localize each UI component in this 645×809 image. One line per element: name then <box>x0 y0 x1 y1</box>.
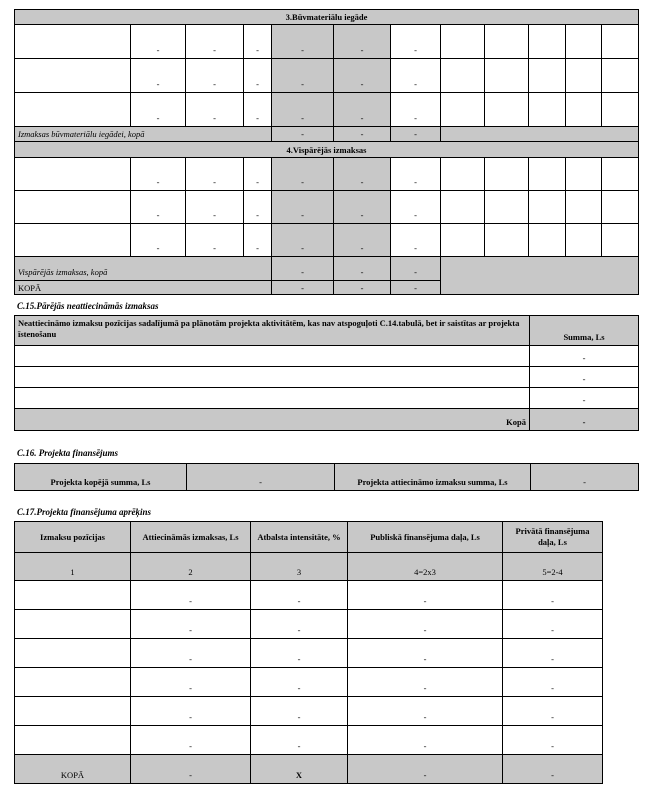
empty-cell <box>602 158 639 191</box>
table-cell: - <box>391 93 441 127</box>
c17-header-public: Publiskā finansējuma daļa, Ls <box>348 522 503 553</box>
table-cell: - <box>272 257 334 281</box>
section4-total-label: Vispārējās izmaksas, kopā <box>15 257 272 281</box>
table-cell: - <box>131 59 186 93</box>
table-cell: - <box>131 93 186 127</box>
table-cell: - <box>503 726 603 755</box>
empty-cell <box>15 158 131 191</box>
empty-cell <box>566 59 602 93</box>
empty-cell <box>485 224 529 257</box>
c15-title: C.15.Pārējās neattiecināmās izmaksas <box>17 301 159 311</box>
empty-cell <box>529 224 566 257</box>
table-row <box>15 59 639 93</box>
empty-cell <box>441 93 485 127</box>
empty-cell <box>15 59 131 93</box>
table-cell: - <box>530 388 639 409</box>
table-cell: - <box>503 697 603 726</box>
empty-cell <box>485 158 529 191</box>
c17-total-row <box>15 755 603 784</box>
empty-cell <box>566 25 602 59</box>
empty-cell <box>15 581 131 610</box>
empty-cell <box>485 191 529 224</box>
c17-header-eligible: Attiecināmās izmaksas, Ls <box>131 522 251 553</box>
empty-cell <box>441 191 485 224</box>
empty-cell <box>441 257 639 295</box>
c17-title: C.17.Projekta finansējuma aprēķins <box>17 507 152 517</box>
table-cell: - <box>244 59 272 93</box>
c15-total-row <box>15 409 639 431</box>
table-cell: - <box>348 755 503 784</box>
table-cell: - <box>272 281 334 295</box>
c17-header-intensity: Atbalsta intensitāte, % <box>251 522 348 553</box>
section4-total-row <box>15 257 639 281</box>
table-row <box>15 346 639 367</box>
table-cell: 2 <box>131 553 251 581</box>
table-row <box>15 581 603 610</box>
empty-cell <box>15 93 131 127</box>
empty-cell <box>566 191 602 224</box>
empty-cell <box>15 346 530 367</box>
empty-cell <box>529 25 566 59</box>
empty-cell <box>15 367 530 388</box>
table-row <box>15 25 639 59</box>
table-cell: - <box>251 581 348 610</box>
table-cell: - <box>131 755 251 784</box>
table-cell: - <box>348 668 503 697</box>
costs-table <box>14 9 639 295</box>
table-row <box>15 388 639 409</box>
table-cell: - <box>348 697 503 726</box>
section3-total-label: Izmaksas būvmateriālu iegādei, kopā <box>15 127 272 142</box>
grand-total-label: KOPĀ <box>15 281 272 295</box>
c17-table <box>14 521 603 784</box>
table-cell: - <box>244 93 272 127</box>
table-cell: - <box>334 93 391 127</box>
table-cell: - <box>186 59 244 93</box>
total-cost-label: Projekta kopējā summa, Ls <box>15 464 187 491</box>
empty-cell <box>485 59 529 93</box>
c15-total-label: Kopā <box>15 409 530 431</box>
empty-cell <box>566 93 602 127</box>
table-cell: - <box>348 726 503 755</box>
table-cell: - <box>530 367 639 388</box>
section3-title: 3.Būvmateriālu iegāde <box>15 10 639 25</box>
c15-header-text: Neattiecināmo izmaksu pozīcijas sadalījumā pa plānotām projekta aktivitātēm, kas nav atspoguļoti C.14.tabulā, bet ir saistītas ar projekta īstenošanu <box>15 316 530 346</box>
table-cell: - <box>348 610 503 639</box>
table-cell: - <box>244 25 272 59</box>
table-cell: - <box>186 191 244 224</box>
table-cell: - <box>272 191 334 224</box>
table-cell: - <box>251 639 348 668</box>
table-row <box>15 191 639 224</box>
c15-total-value: - <box>530 409 639 431</box>
table-cell: - <box>186 93 244 127</box>
table-cell: 3 <box>251 553 348 581</box>
table-cell: - <box>251 610 348 639</box>
table-row <box>15 367 639 388</box>
section3-total-row <box>15 127 639 142</box>
table-cell: - <box>272 59 334 93</box>
table-cell: - <box>131 191 186 224</box>
table-cell: - <box>244 191 272 224</box>
empty-cell <box>441 158 485 191</box>
empty-cell <box>602 224 639 257</box>
c17-header-positions: Izmaksu pozīcijas <box>15 522 131 553</box>
c15-header-sum: Summa, Ls <box>530 316 639 346</box>
table-cell: - <box>131 726 251 755</box>
table-cell: - <box>348 581 503 610</box>
empty-cell <box>441 59 485 93</box>
table-cell: - <box>391 158 441 191</box>
table-cell: - <box>334 281 391 295</box>
table-cell: - <box>334 59 391 93</box>
table-row <box>15 93 639 127</box>
c17-header-private: Privātā finansējuma daļa, Ls <box>503 522 603 553</box>
empty-cell <box>441 127 639 142</box>
table-cell: - <box>503 755 603 784</box>
table-cell: - <box>334 224 391 257</box>
table-cell: - <box>131 610 251 639</box>
table-cell: - <box>503 581 603 610</box>
table-cell: - <box>272 93 334 127</box>
empty-cell <box>566 158 602 191</box>
empty-cell <box>566 224 602 257</box>
empty-cell <box>15 224 131 257</box>
table-cell: - <box>503 639 603 668</box>
empty-cell <box>15 191 131 224</box>
empty-cell <box>15 726 131 755</box>
table-cell: - <box>391 257 441 281</box>
table-cell: - <box>131 668 251 697</box>
table-row <box>15 610 603 639</box>
table-cell: - <box>348 639 503 668</box>
eligible-cost-value: - <box>531 464 639 491</box>
table-cell: - <box>503 610 603 639</box>
empty-cell <box>602 25 639 59</box>
table-cell: - <box>251 697 348 726</box>
table-cell: - <box>186 224 244 257</box>
c17-number-row <box>15 553 603 581</box>
table-cell: - <box>244 158 272 191</box>
table-cell: - <box>334 257 391 281</box>
empty-cell <box>485 25 529 59</box>
table-cell: 1 <box>15 553 131 581</box>
table-cell: - <box>244 224 272 257</box>
c16-title: C.16. Projekta finansējums <box>17 448 119 458</box>
table-cell: - <box>391 59 441 93</box>
empty-cell <box>15 25 131 59</box>
table-cell: X <box>251 755 348 784</box>
empty-cell <box>15 610 131 639</box>
table-cell: - <box>131 224 186 257</box>
empty-cell <box>602 93 639 127</box>
c15-table <box>14 315 639 431</box>
empty-cell <box>15 639 131 668</box>
table-row <box>15 726 603 755</box>
table-cell: - <box>272 158 334 191</box>
empty-cell <box>529 191 566 224</box>
table-cell: 4=2x3 <box>348 553 503 581</box>
table-cell: - <box>334 127 391 142</box>
table-cell: - <box>334 25 391 59</box>
table-cell: - <box>131 25 186 59</box>
table-cell: - <box>186 25 244 59</box>
table-row <box>15 639 603 668</box>
table-cell: - <box>131 639 251 668</box>
table-cell: - <box>131 581 251 610</box>
table-cell: - <box>391 25 441 59</box>
table-cell: - <box>131 158 186 191</box>
empty-cell <box>485 93 529 127</box>
c16-table <box>14 463 639 491</box>
table-cell: - <box>272 127 334 142</box>
table-row <box>15 224 639 257</box>
empty-cell <box>529 158 566 191</box>
table-cell: 5=2-4 <box>503 553 603 581</box>
empty-cell <box>15 697 131 726</box>
table-row <box>15 158 639 191</box>
table-cell: - <box>251 668 348 697</box>
table-cell: - <box>391 127 441 142</box>
eligible-cost-label: Projekta attiecināmo izmaksu summa, Ls <box>335 464 531 491</box>
table-cell: - <box>186 158 244 191</box>
c17-total-label: KOPĀ <box>15 755 131 784</box>
table-cell: - <box>251 726 348 755</box>
table-cell: - <box>391 191 441 224</box>
table-cell: - <box>272 224 334 257</box>
empty-cell <box>602 191 639 224</box>
table-row <box>15 697 603 726</box>
c17-header-row <box>15 522 603 553</box>
empty-cell <box>441 224 485 257</box>
table-row <box>15 668 603 697</box>
table-cell: - <box>131 697 251 726</box>
table-cell: - <box>391 281 441 295</box>
empty-cell <box>529 59 566 93</box>
table-cell: - <box>503 668 603 697</box>
empty-cell <box>15 668 131 697</box>
table-cell: - <box>272 25 334 59</box>
empty-cell <box>529 93 566 127</box>
empty-cell <box>602 59 639 93</box>
table-cell: - <box>530 346 639 367</box>
section4-title: 4.Vispārējās izmaksas <box>15 142 639 158</box>
table-cell: - <box>334 191 391 224</box>
total-cost-value: - <box>187 464 335 491</box>
table-cell: - <box>391 224 441 257</box>
table-cell: - <box>334 158 391 191</box>
empty-cell <box>441 25 485 59</box>
empty-cell <box>15 388 530 409</box>
